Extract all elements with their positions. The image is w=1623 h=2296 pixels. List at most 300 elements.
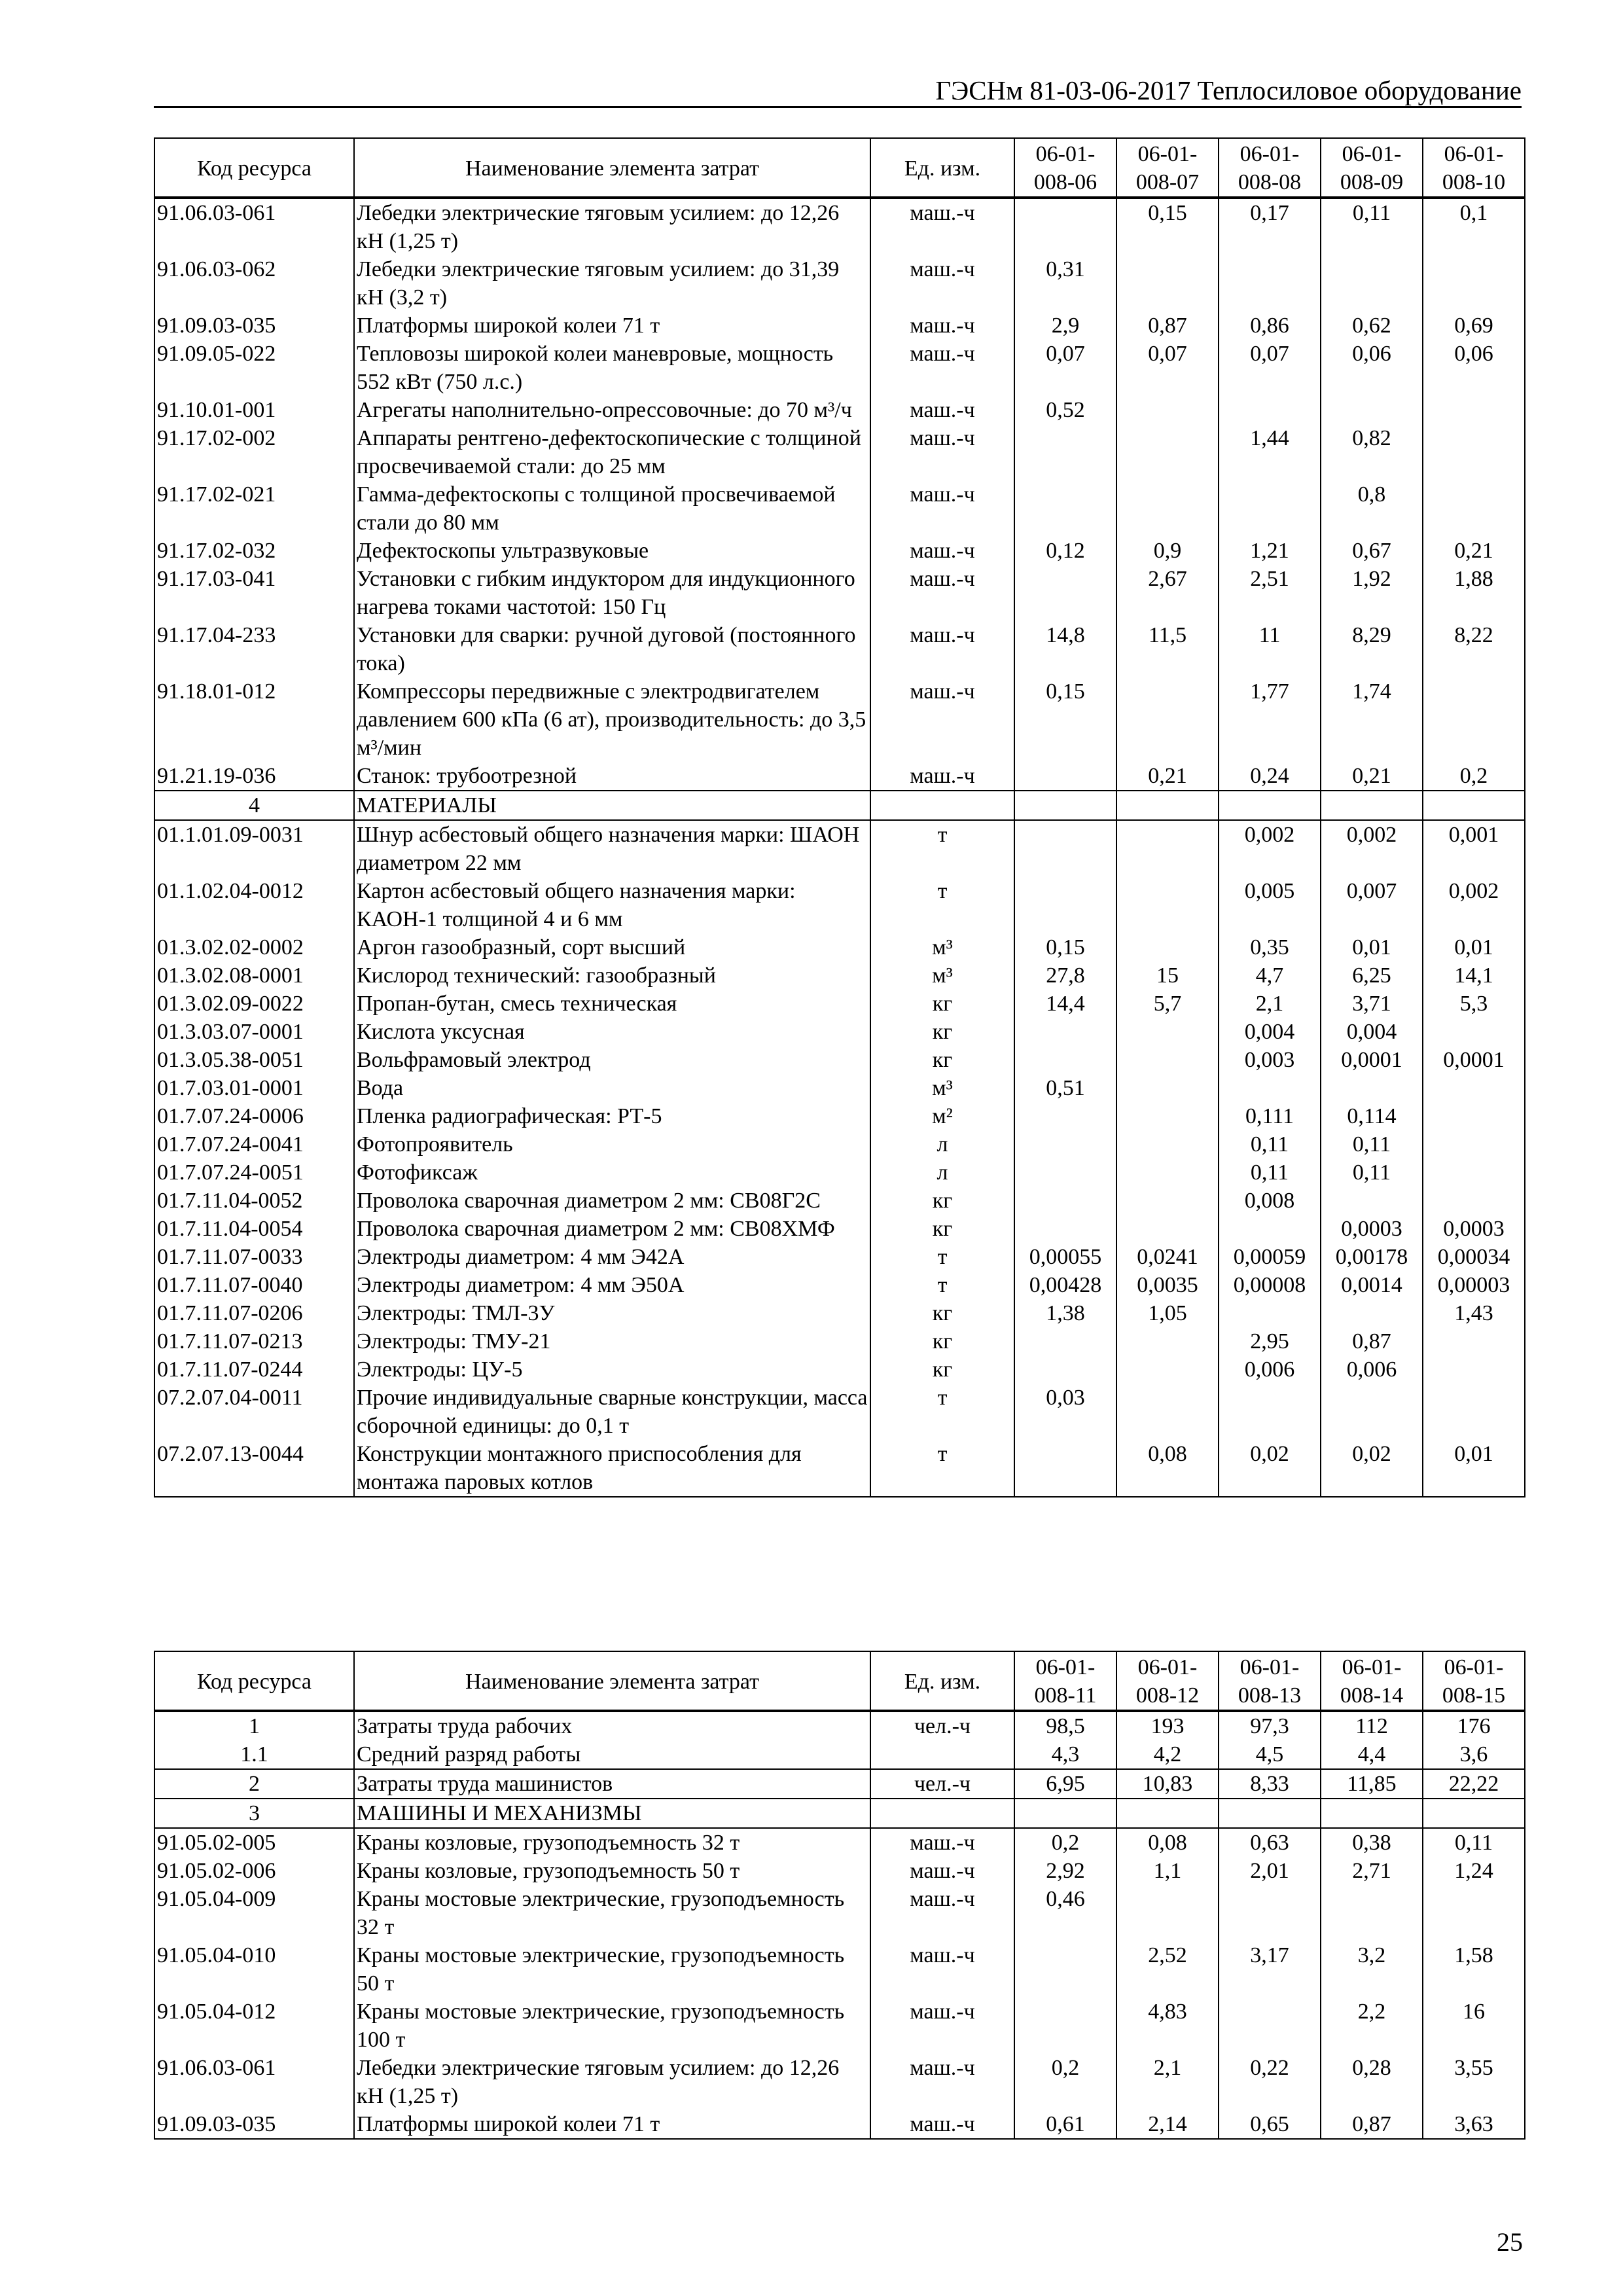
value-cell: 0,86 [1219, 312, 1321, 340]
resource-code-cell: 91.18.01-012 [154, 677, 354, 762]
table-row [154, 1828, 1525, 1857]
table-row [154, 1769, 1525, 1799]
value-cell: 0,06 [1321, 340, 1423, 396]
resource-code-cell: 01.7.03.01-0001 [154, 1074, 354, 1102]
value-cell: 0,35 [1219, 933, 1321, 961]
table-row [154, 312, 1525, 340]
column-header: 06-01-008-11 [1014, 1651, 1116, 1711]
value-cell [1116, 820, 1219, 877]
value-cell: 11 [1219, 621, 1321, 677]
value-cell: 0,11 [1321, 1158, 1423, 1187]
value-cell [1219, 1074, 1321, 1102]
value-cell: 11,5 [1116, 621, 1219, 677]
value-cell: 4,4 [1321, 1740, 1423, 1769]
value-cell [1116, 1327, 1219, 1355]
resource-code-cell: 91.21.19-036 [154, 762, 354, 791]
value-cell: 0,00034 [1423, 1243, 1525, 1271]
table-row [154, 1857, 1525, 1885]
value-cell: 0,11 [1321, 1130, 1423, 1158]
resource-name-cell: Установки для сварки: ручной дуговой (постоянного тока) [354, 621, 870, 677]
resource-name-cell: Электроды диаметром: 4 мм Э50А [354, 1271, 870, 1299]
value-cell [1423, 1355, 1525, 1384]
unit-cell: м³ [870, 1074, 1014, 1102]
table-row [154, 1046, 1525, 1074]
resource-table-2 [154, 1651, 1525, 2140]
value-cell: 5,7 [1116, 990, 1219, 1018]
value-cell: 0,006 [1321, 1355, 1423, 1384]
resource-table-1 [154, 137, 1525, 1498]
value-cell: 2,51 [1219, 565, 1321, 621]
value-cell [1219, 1799, 1321, 1828]
resource-name-cell: Краны мостовые электрические, грузоподъемность 50 т [354, 1941, 870, 1998]
value-cell: 22,22 [1423, 1769, 1525, 1799]
value-cell: 0,61 [1014, 2110, 1116, 2139]
value-cell: 2,14 [1116, 2110, 1219, 2139]
table-header-row [154, 138, 1525, 198]
table-row [154, 2110, 1525, 2139]
resource-code-cell: 91.05.04-010 [154, 1941, 354, 1998]
value-cell [1014, 1941, 1116, 1998]
value-cell: 14,1 [1423, 961, 1525, 990]
value-cell: 2,1 [1116, 2054, 1219, 2110]
resource-code-cell: 01.7.07.24-0051 [154, 1158, 354, 1187]
unit-cell [870, 791, 1014, 820]
column-header: 06-01-008-08 [1219, 138, 1321, 198]
resource-name-cell: Проволока сварочная диаметром 2 мм: СВ08Г2С [354, 1187, 870, 1215]
value-cell: 0,01 [1423, 933, 1525, 961]
value-cell: 0,52 [1014, 396, 1116, 424]
resource-name-cell: Электроды: ТМУ-21 [354, 1327, 870, 1355]
value-cell [1423, 1187, 1525, 1215]
value-cell: 0,21 [1116, 762, 1219, 791]
unit-cell: кг [870, 1046, 1014, 1074]
value-cell: 3,63 [1423, 2110, 1525, 2139]
value-cell [1321, 1074, 1423, 1102]
resource-code-cell: 91.05.02-005 [154, 1828, 354, 1857]
unit-cell: маш.-ч [870, 480, 1014, 537]
unit-cell: т [870, 820, 1014, 877]
column-header: Код ресурса [154, 138, 354, 198]
value-cell [1014, 1327, 1116, 1355]
value-cell [1014, 1018, 1116, 1046]
value-cell: 2,92 [1014, 1857, 1116, 1885]
value-cell: 15 [1116, 961, 1219, 990]
resource-code-cell: 91.17.02-021 [154, 480, 354, 537]
value-cell [1423, 1799, 1525, 1828]
value-cell: 0,62 [1321, 312, 1423, 340]
value-cell: 0,9 [1116, 537, 1219, 565]
resource-code-cell: 91.17.02-032 [154, 537, 354, 565]
resource-name-cell: Шнур асбестовый общего назначения марки: ШАОН диаметром 22 мм [354, 820, 870, 877]
value-cell [1116, 255, 1219, 312]
value-cell [1014, 1799, 1116, 1828]
value-cell: 1,88 [1423, 565, 1525, 621]
table-body [154, 1711, 1525, 2139]
resource-name-cell: Краны козловые, грузоподъемность 32 т [354, 1828, 870, 1857]
table-row [154, 762, 1525, 791]
value-cell: 3,6 [1423, 1740, 1525, 1769]
value-cell: 0,0035 [1116, 1271, 1219, 1299]
resource-name-cell: Фотопроявитель [354, 1130, 870, 1158]
resource-name-cell: Станок: трубоотрезной [354, 762, 870, 791]
value-cell [1014, 1102, 1116, 1130]
value-cell: 1,05 [1116, 1299, 1219, 1327]
value-cell: 1,74 [1321, 677, 1423, 762]
value-cell: 0,06 [1423, 340, 1525, 396]
value-cell: 1,24 [1423, 1857, 1525, 1885]
unit-cell: т [870, 1243, 1014, 1271]
value-cell [1014, 1187, 1116, 1215]
value-cell: 0,00055 [1014, 1243, 1116, 1271]
value-cell: 0,02 [1219, 1440, 1321, 1497]
value-cell: 0,11 [1219, 1130, 1321, 1158]
value-cell [1423, 1885, 1525, 1941]
resource-name-cell: Установки с гибким индуктором для индукционного нагрева токами частотой: 150 Гц [354, 565, 870, 621]
resource-name-cell: Картон асбестовый общего назначения марки: КАОН-1 толщиной 4 и 6 мм [354, 877, 870, 933]
value-cell [1219, 480, 1321, 537]
value-cell [1014, 762, 1116, 791]
table-row [154, 565, 1525, 621]
value-cell: 0,17 [1219, 198, 1321, 255]
value-cell: 6,95 [1014, 1769, 1116, 1799]
resource-name-cell: Электроды: ТМЛ-3У [354, 1299, 870, 1327]
resource-name-cell: Лебедки электрические тяговым усилием: до 12,26 кН (1,25 т) [354, 198, 870, 255]
value-cell: 0,87 [1321, 1327, 1423, 1355]
unit-cell: маш.-ч [870, 255, 1014, 312]
value-cell: 0,22 [1219, 2054, 1321, 2110]
resource-code-cell: 01.3.02.09-0022 [154, 990, 354, 1018]
resource-name-cell: Агрегаты наполнительно-опрессовочные: до 70 м³/ч [354, 396, 870, 424]
resource-name-cell: Вода [354, 1074, 870, 1102]
resource-name-cell: Платформы широкой колеи 71 т [354, 312, 870, 340]
value-cell [1116, 791, 1219, 820]
table-row [154, 1271, 1525, 1299]
value-cell: 0,02 [1321, 1440, 1423, 1497]
value-cell [1014, 791, 1116, 820]
value-cell [1116, 1130, 1219, 1158]
unit-cell: т [870, 877, 1014, 933]
table-row [154, 1885, 1525, 1941]
resource-name-cell: Проволока сварочная диаметром 2 мм: СВ08ХМФ [354, 1215, 870, 1243]
unit-cell: т [870, 1440, 1014, 1497]
value-cell: 0,87 [1321, 2110, 1423, 2139]
value-cell [1116, 1018, 1219, 1046]
value-cell [1014, 877, 1116, 933]
table-row [154, 1130, 1525, 1158]
column-header: 06-01-008-10 [1423, 138, 1525, 198]
value-cell [1219, 255, 1321, 312]
value-cell [1219, 1299, 1321, 1327]
value-cell [1321, 1885, 1423, 1941]
value-cell: 1,77 [1219, 677, 1321, 762]
resource-name-cell: Дефектоскопы ультразвуковые [354, 537, 870, 565]
value-cell: 2,52 [1116, 1941, 1219, 1998]
table-row [154, 198, 1525, 255]
value-cell [1423, 1384, 1525, 1440]
resource-code-cell: 91.05.04-012 [154, 1998, 354, 2054]
unit-cell: маш.-ч [870, 621, 1014, 677]
unit-cell: маш.-ч [870, 1828, 1014, 1857]
table-row [154, 1102, 1525, 1130]
value-cell: 0,006 [1219, 1355, 1321, 1384]
table-row [154, 255, 1525, 312]
value-cell: 0,2 [1014, 1828, 1116, 1857]
unit-cell: маш.-ч [870, 340, 1014, 396]
table-row [154, 1998, 1525, 2054]
value-cell: 0,69 [1423, 312, 1525, 340]
table-row [154, 424, 1525, 480]
value-cell [1014, 1046, 1116, 1074]
column-header: 06-01-008-06 [1014, 138, 1116, 198]
value-cell [1423, 1074, 1525, 1102]
value-cell [1116, 877, 1219, 933]
resource-code-cell: 01.7.11.07-0244 [154, 1355, 354, 1384]
value-cell: 4,83 [1116, 1998, 1219, 2054]
value-cell: 14,8 [1014, 621, 1116, 677]
value-cell [1321, 1299, 1423, 1327]
value-cell: 0,003 [1219, 1046, 1321, 1074]
value-cell: 0,008 [1219, 1187, 1321, 1215]
unit-cell: маш.-ч [870, 1885, 1014, 1941]
resource-name-cell: Затраты труда рабочих [354, 1711, 870, 1740]
table-row [154, 1215, 1525, 1243]
table-row [154, 396, 1525, 424]
resource-code-cell: 01.3.05.38-0051 [154, 1046, 354, 1074]
value-cell: 0,21 [1321, 762, 1423, 791]
unit-cell: маш.-ч [870, 424, 1014, 480]
table-row [154, 677, 1525, 762]
value-cell [1014, 565, 1116, 621]
value-cell [1116, 424, 1219, 480]
value-cell: 4,3 [1014, 1740, 1116, 1769]
value-cell: 0,005 [1219, 877, 1321, 933]
table-row [154, 1018, 1525, 1046]
table-row [154, 1187, 1525, 1215]
value-cell: 1,21 [1219, 537, 1321, 565]
value-cell: 2,71 [1321, 1857, 1423, 1885]
value-cell: 0,12 [1014, 537, 1116, 565]
value-cell [1219, 1215, 1321, 1243]
resource-name-cell: МАШИНЫ И МЕХАНИЗМЫ [354, 1799, 870, 1828]
resource-name-cell: Краны мостовые электрические, грузоподъемность 100 т [354, 1998, 870, 2054]
column-header: 06-01-008-12 [1116, 1651, 1219, 1711]
table-row [154, 537, 1525, 565]
resource-code-cell: 91.09.03-035 [154, 312, 354, 340]
value-cell: 1,38 [1014, 1299, 1116, 1327]
value-cell: 16 [1423, 1998, 1525, 2054]
value-cell: 0,38 [1321, 1828, 1423, 1857]
value-cell: 2,01 [1219, 1857, 1321, 1885]
value-cell [1014, 198, 1116, 255]
value-cell: 4,2 [1116, 1740, 1219, 1769]
value-cell: 0,111 [1219, 1102, 1321, 1130]
resource-code-cell: 2 [154, 1769, 354, 1799]
value-cell: 0,114 [1321, 1102, 1423, 1130]
table-row [154, 1299, 1525, 1327]
unit-cell [870, 1799, 1014, 1828]
unit-cell: кг [870, 1299, 1014, 1327]
resource-name-cell: Компрессоры передвижные с электродвигателем давлением 600 кПа (6 ат), производительность: до 3,5 м³/мин [354, 677, 870, 762]
table-header-row [154, 1651, 1525, 1711]
unit-cell [870, 1740, 1014, 1769]
value-cell [1014, 1998, 1116, 2054]
value-cell: 8,33 [1219, 1769, 1321, 1799]
resource-code-cell: 91.06.03-061 [154, 2054, 354, 2110]
value-cell [1014, 424, 1116, 480]
resource-code-cell: 01.7.11.07-0033 [154, 1243, 354, 1271]
resource-name-cell: Электроды: ЦУ-5 [354, 1355, 870, 1384]
value-cell [1423, 1130, 1525, 1158]
value-cell: 0,0241 [1116, 1243, 1219, 1271]
page-number: 25 [1497, 2227, 1523, 2257]
table-row [154, 990, 1525, 1018]
table-row [154, 1440, 1525, 1497]
value-cell [1423, 1102, 1525, 1130]
value-cell: 0,11 [1219, 1158, 1321, 1187]
resource-code-cell: 1 [154, 1711, 354, 1740]
value-cell: 97,3 [1219, 1711, 1321, 1740]
table-row [154, 1327, 1525, 1355]
value-cell: 0,08 [1116, 1828, 1219, 1857]
value-cell [1423, 677, 1525, 762]
value-cell: 3,2 [1321, 1941, 1423, 1998]
table-row [154, 1941, 1525, 1998]
document-header: ГЭСНм 81-03-06-2017 Теплосиловое оборудование [935, 75, 1522, 105]
value-cell: 0,03 [1014, 1384, 1116, 1440]
value-cell [1014, 1440, 1116, 1497]
column-header: Код ресурса [154, 1651, 354, 1711]
value-cell: 3,71 [1321, 990, 1423, 1018]
value-cell: 0,0014 [1321, 1271, 1423, 1299]
resource-code-cell: 91.09.03-035 [154, 2110, 354, 2139]
value-cell [1321, 255, 1423, 312]
resource-name-cell: Вольфрамовый электрод [354, 1046, 870, 1074]
value-cell [1014, 1130, 1116, 1158]
value-cell [1116, 1215, 1219, 1243]
unit-cell: т [870, 1271, 1014, 1299]
value-cell: 0,07 [1219, 340, 1321, 396]
value-cell: 0,82 [1321, 424, 1423, 480]
value-cell [1014, 1215, 1116, 1243]
table-row [154, 2054, 1525, 2110]
value-cell: 0,00178 [1321, 1243, 1423, 1271]
value-cell: 0,46 [1014, 1885, 1116, 1941]
value-cell: 4,5 [1219, 1740, 1321, 1769]
resource-code-cell: 91.17.03-041 [154, 565, 354, 621]
unit-cell: маш.-ч [870, 312, 1014, 340]
value-cell: 0,004 [1219, 1018, 1321, 1046]
resource-name-cell: Лебедки электрические тяговым усилием: до 31,39 кН (3,2 т) [354, 255, 870, 312]
value-cell [1116, 1074, 1219, 1102]
resource-name-cell: Кислота уксусная [354, 1018, 870, 1046]
resource-code-cell: 1.1 [154, 1740, 354, 1769]
column-header: 06-01-008-09 [1321, 138, 1423, 198]
resource-code-cell: 01.7.11.07-0040 [154, 1271, 354, 1299]
value-cell: 98,5 [1014, 1711, 1116, 1740]
unit-cell: кг [870, 1355, 1014, 1384]
table-row [154, 820, 1525, 877]
unit-cell: л [870, 1158, 1014, 1187]
value-cell: 0,00428 [1014, 1271, 1116, 1299]
value-cell: 1,44 [1219, 424, 1321, 480]
unit-cell: маш.-ч [870, 396, 1014, 424]
value-cell: 11,85 [1321, 1769, 1423, 1799]
value-cell: 4,7 [1219, 961, 1321, 990]
value-cell: 0,00059 [1219, 1243, 1321, 1271]
column-header: Ед. изм. [870, 138, 1014, 198]
value-cell: 0,08 [1116, 1440, 1219, 1497]
value-cell: 0,00008 [1219, 1271, 1321, 1299]
unit-cell: маш.-ч [870, 2110, 1014, 2139]
value-cell: 0,0001 [1321, 1046, 1423, 1074]
value-cell [1116, 1187, 1219, 1215]
resource-name-cell: Затраты труда машинистов [354, 1769, 870, 1799]
column-header: 06-01-008-14 [1321, 1651, 1423, 1711]
value-cell [1014, 820, 1116, 877]
value-cell: 0,0001 [1423, 1046, 1525, 1074]
resource-code-cell: 91.09.05-022 [154, 340, 354, 396]
unit-cell: кг [870, 990, 1014, 1018]
value-cell [1014, 1158, 1116, 1187]
value-cell [1116, 1355, 1219, 1384]
resource-name-cell: Платформы широкой колеи 71 т [354, 2110, 870, 2139]
value-cell [1014, 480, 1116, 537]
column-header: Наименование элемента затрат [354, 1651, 870, 1711]
table-row [154, 1243, 1525, 1271]
unit-cell: маш.-ч [870, 1998, 1014, 2054]
table-body [154, 198, 1525, 1497]
value-cell [1423, 255, 1525, 312]
value-cell [1321, 1799, 1423, 1828]
resource-code-cell: 91.05.04-009 [154, 1885, 354, 1941]
resource-code-cell: 07.2.07.13-0044 [154, 1440, 354, 1497]
value-cell: 0,65 [1219, 2110, 1321, 2139]
value-cell: 0,07 [1116, 340, 1219, 396]
resource-name-cell: Фотофиксаж [354, 1158, 870, 1187]
value-cell [1014, 1355, 1116, 1384]
resource-code-cell: 4 [154, 791, 354, 820]
value-cell: 1,1 [1116, 1857, 1219, 1885]
unit-cell: кг [870, 1187, 1014, 1215]
resource-code-cell: 01.7.11.04-0052 [154, 1187, 354, 1215]
table-row [154, 933, 1525, 961]
value-cell: 0,0003 [1321, 1215, 1423, 1243]
column-header: 06-01-008-07 [1116, 138, 1219, 198]
table-row [154, 877, 1525, 933]
value-cell [1219, 396, 1321, 424]
value-cell [1116, 1885, 1219, 1941]
resource-code-cell: 01.3.02.08-0001 [154, 961, 354, 990]
unit-cell: кг [870, 1018, 1014, 1046]
table-row [154, 1074, 1525, 1102]
value-cell: 0,21 [1423, 537, 1525, 565]
value-cell [1219, 1384, 1321, 1440]
value-cell [1321, 1384, 1423, 1440]
resource-code-cell: 91.10.01-001 [154, 396, 354, 424]
resource-code-cell: 91.17.02-002 [154, 424, 354, 480]
value-cell: 0,15 [1014, 677, 1116, 762]
value-cell: 2,95 [1219, 1327, 1321, 1355]
value-cell: 0,8 [1321, 480, 1423, 537]
resource-name-cell: Средний разряд работы [354, 1740, 870, 1769]
value-cell: 0,002 [1321, 820, 1423, 877]
value-cell: 0,1 [1423, 198, 1525, 255]
resource-code-cell: 01.3.02.02-0002 [154, 933, 354, 961]
table-row [154, 1711, 1525, 1740]
value-cell [1423, 1327, 1525, 1355]
value-cell: 0,004 [1321, 1018, 1423, 1046]
value-cell [1116, 480, 1219, 537]
